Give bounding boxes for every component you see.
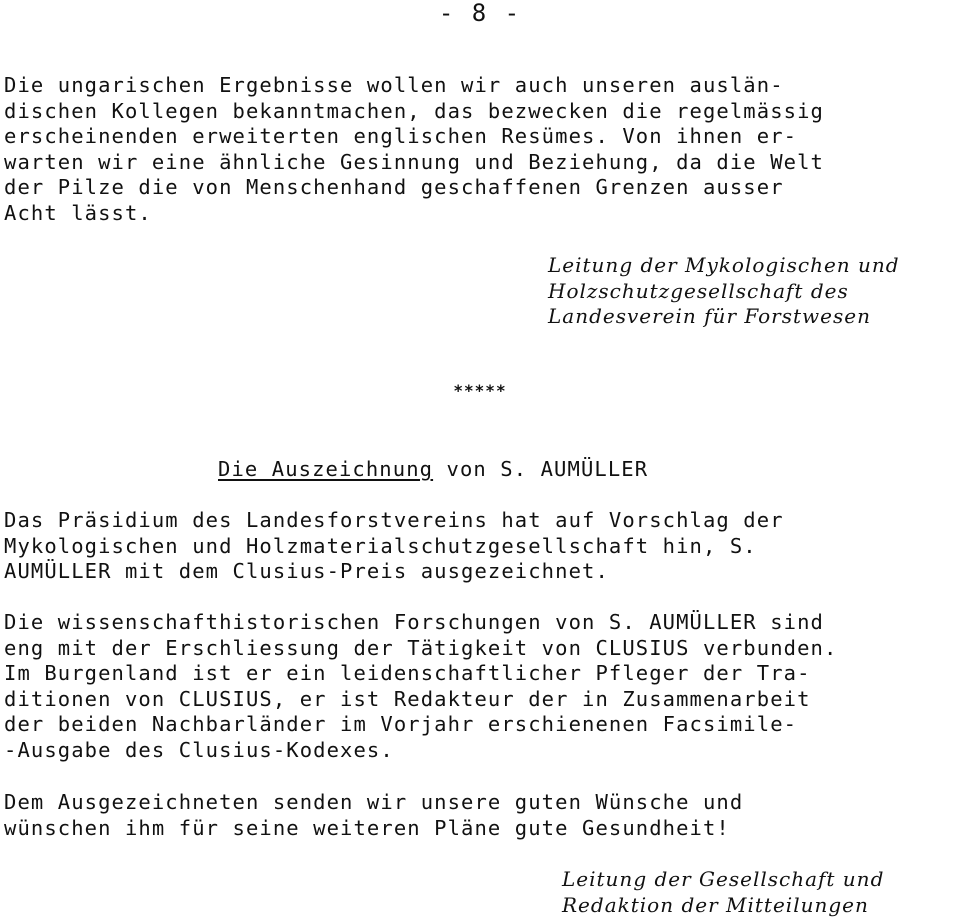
signature-society-editors: [562, 867, 884, 918]
text-line: erscheinenden erweiterten englischen Resümes. Von ihnen er-: [4, 124, 798, 149]
text-line: Mykologischen und Holzmaterialschutzgesellschaft hin, S.: [4, 533, 757, 558]
signature-line: Landesverein für Forstwesen: [548, 304, 871, 328]
text-line: Im Burgenland ist er ein leidenschaftlicher Pfleger der Tra-: [4, 661, 811, 686]
signature-line: Leitung der Gesellschaft und: [562, 867, 885, 891]
text-line: Das Präsidium des Landesforstvereins hat auf Vorschlag der: [4, 508, 784, 532]
text-line: der Pilze die von Menschenhand geschaffenen Grenzen ausser: [4, 175, 784, 200]
heading-underlined: Die Auszeichnung: [218, 457, 434, 481]
text-line: AUMÜLLER mit dem Clusius-Preis ausgezeichnet.: [4, 559, 609, 584]
award-paragraph: [4, 508, 956, 585]
intro-paragraph: [4, 73, 956, 227]
signature-line: Holzschutzgesellschaft des: [548, 278, 849, 303]
signature-line: Leitung der Mykologischen und: [548, 253, 900, 277]
text-line: -Ausgabe des Clusius-Kodexes.: [4, 737, 394, 762]
text-line: Die ungarischen Ergebnisse wollen wir auch unseren auslän-: [4, 73, 784, 97]
section-separator: *****: [453, 381, 507, 400]
signature-mycological-society: [548, 253, 900, 330]
text-line: dischen Kollegen bekanntmachen, das bezwecken die regelmässig: [4, 98, 824, 123]
section-heading: [218, 456, 648, 482]
page-number: - 8 -: [438, 0, 522, 27]
text-line: eng mit der Erschliessung der Tätigkeit von CLUSIUS verbunden.: [4, 635, 838, 660]
text-line: wünschen ihm für seine weiteren Pläne gute Gesundheit!: [4, 815, 730, 840]
text-line: ditionen von CLUSIUS, er ist Redakteur der in Zusammenarbeit: [4, 686, 811, 711]
heading-rest: von S. AUMÜLLER: [433, 457, 649, 481]
text-line: Dem Ausgezeichneten senden wir unsere guten Wünsche und: [4, 790, 744, 814]
signature-line: Redaktion der Mitteilungen: [562, 892, 869, 917]
text-line: warten wir eine ähnliche Gesinnung und Beziehung, da die Welt: [4, 149, 824, 174]
research-paragraph: [4, 610, 956, 764]
text-line: Acht lässt.: [4, 200, 152, 225]
text-line: der beiden Nachbarländer im Vorjahr erschienenen Facsimile-: [4, 712, 798, 737]
text-line: Die wissenschafthistorischen Forschungen von S. AUMÜLLER sind: [4, 610, 824, 634]
wishes-paragraph: [4, 790, 956, 841]
